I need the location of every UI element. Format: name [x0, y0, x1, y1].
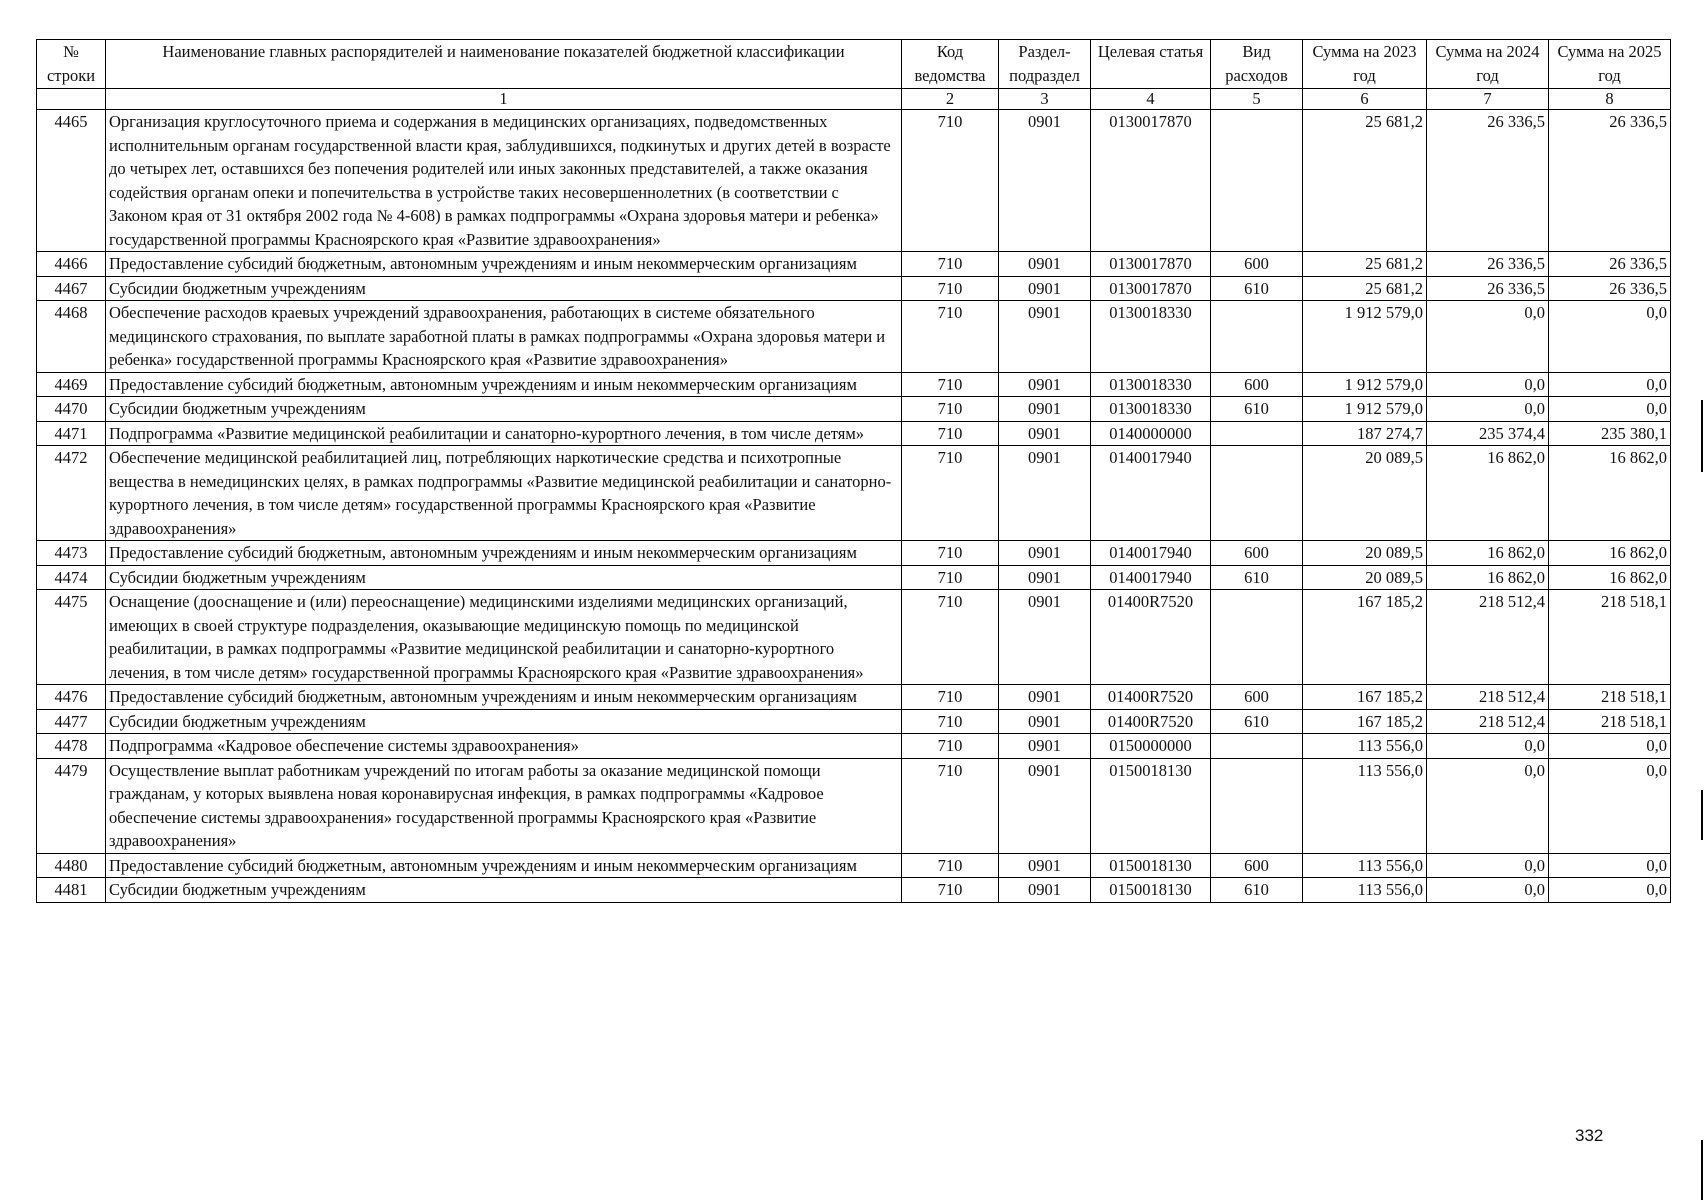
section-cell: 0901 [999, 301, 1091, 373]
expense-type-cell: 600 [1211, 853, 1303, 878]
expense-type-cell: 610 [1211, 397, 1303, 422]
row-number-cell: 4478 [37, 734, 106, 759]
indicator-name-cell: Оснащение (дооснащение и (или) переоснащение) медицинскими изделиями медицинских организаций, имеющих в своей структуре подразделения, оказывающие медицинскую помощь по медицинской реабилитации, в рамках подпрограммы «Развитие медицинской реабилитации и санаторно-курортного лечения, в том числе детям» государственной программы Красноярского края «Развитие здравоохранения» [106, 590, 902, 685]
header-department-code: Код ведомства [902, 40, 999, 89]
table-row [37, 397, 1671, 422]
sum-2024-cell: 0,0 [1427, 301, 1549, 373]
sum-2025-cell: 16 862,0 [1549, 446, 1671, 541]
row-number-cell: 4477 [37, 709, 106, 734]
section-cell: 0901 [999, 421, 1091, 446]
table-row [37, 590, 1671, 685]
target-article-cell: 0130018330 [1091, 372, 1211, 397]
sum-2024-cell: 0,0 [1427, 397, 1549, 422]
scan-edge-mark [1701, 1140, 1703, 1200]
indicator-name-cell: Подпрограмма «Развитие медицинской реабилитации и санаторно-курортного лечения, в том числе детям» [106, 421, 902, 446]
row-number-cell: 4474 [37, 565, 106, 590]
indicator-name-cell: Предоставление субсидий бюджетным, автономным учреждениям и иным некоммерческим организациям [106, 372, 902, 397]
row-number-cell: 4480 [37, 853, 106, 878]
department-code-cell: 710 [902, 397, 999, 422]
expense-type-cell: 610 [1211, 565, 1303, 590]
sum-2024-cell: 0,0 [1427, 853, 1549, 878]
department-code-cell: 710 [902, 590, 999, 685]
sum-2024-cell: 26 336,5 [1427, 276, 1549, 301]
sum-2024-cell: 16 862,0 [1427, 565, 1549, 590]
row-number-cell: 4467 [37, 276, 106, 301]
header-sum-2024: Сумма на 2024 год [1427, 40, 1549, 89]
target-article-cell: 01400R7520 [1091, 709, 1211, 734]
department-code-cell: 710 [902, 252, 999, 277]
section-cell: 0901 [999, 878, 1091, 903]
department-code-cell: 710 [902, 301, 999, 373]
department-code-cell: 710 [902, 734, 999, 759]
table-row [37, 541, 1671, 566]
row-number-cell: 4469 [37, 372, 106, 397]
section-cell: 0901 [999, 541, 1091, 566]
sum-2023-cell: 1 912 579,0 [1303, 301, 1427, 373]
sum-2025-cell: 218 518,1 [1549, 709, 1671, 734]
section-cell: 0901 [999, 110, 1091, 252]
sum-2025-cell: 0,0 [1549, 853, 1671, 878]
column-number: 4 [1091, 89, 1211, 110]
department-code-cell: 710 [902, 110, 999, 252]
column-number: 8 [1549, 89, 1671, 110]
sum-2025-cell: 26 336,5 [1549, 252, 1671, 277]
header-sum-2023: Сумма на 2023 год [1303, 40, 1427, 89]
expense-type-cell [1211, 301, 1303, 373]
column-number: 3 [999, 89, 1091, 110]
sum-2023-cell: 167 185,2 [1303, 685, 1427, 710]
target-article-cell: 01400R7520 [1091, 590, 1211, 685]
header-row-number: № строки [37, 40, 106, 89]
indicator-name-cell: Субсидии бюджетным учреждениям [106, 397, 902, 422]
section-cell: 0901 [999, 758, 1091, 853]
sum-2025-cell: 0,0 [1549, 372, 1671, 397]
header-section: Раздел-подраздел [999, 40, 1091, 89]
target-article-cell: 0150018130 [1091, 758, 1211, 853]
target-article-cell: 0150018130 [1091, 878, 1211, 903]
column-number [37, 89, 106, 110]
table-row [37, 276, 1671, 301]
table-row [37, 878, 1671, 903]
row-number-cell: 4471 [37, 421, 106, 446]
column-number: 6 [1303, 89, 1427, 110]
header-target-article: Целевая статья [1091, 40, 1211, 89]
target-article-cell: 0130018330 [1091, 301, 1211, 373]
indicator-name-cell: Осуществление выплат работникам учреждений по итогам работы за оказание медицинской помощи гражданам, у которых выявлена новая коронавирусная инфекция, в рамках подпрограммы «Кадровое обеспечение системы здравоохранения» государственной программы Красноярского края «Развитие здравоохранения» [106, 758, 902, 853]
sum-2023-cell: 113 556,0 [1303, 853, 1427, 878]
sum-2024-cell: 0,0 [1427, 734, 1549, 759]
indicator-name-cell: Субсидии бюджетным учреждениям [106, 565, 902, 590]
department-code-cell: 710 [902, 709, 999, 734]
expense-type-cell: 600 [1211, 252, 1303, 277]
target-article-cell: 0130018330 [1091, 397, 1211, 422]
table-row [37, 853, 1671, 878]
budget-table [36, 39, 1671, 903]
row-number-cell: 4466 [37, 252, 106, 277]
column-number: 7 [1427, 89, 1549, 110]
department-code-cell: 710 [902, 446, 999, 541]
table-row [37, 372, 1671, 397]
row-number-cell: 4473 [37, 541, 106, 566]
row-number-cell: 4470 [37, 397, 106, 422]
section-cell: 0901 [999, 590, 1091, 685]
header-expense-type: Вид расходов [1211, 40, 1303, 89]
header-row [37, 40, 1671, 89]
indicator-name-cell: Организация круглосуточного приема и содержания в медицинских организациях, подведомственных исполнительным органам государственной власти края, заблудившихся, подкинутых и других детей в возрасте до четырех лет, оставшихся без попечения родителей или иных законных представителей, а также оказания содействия органам опеки и попечительства в устройстве таких несовершеннолетних (в соответствии с Законом края от 31 октября 2002 года № 4-608) в рамках подпрограммы «Охрана здоровья матери и ребенка» государственной программы Красноярского края «Развитие здравоохранения» [106, 110, 902, 252]
expense-type-cell [1211, 590, 1303, 685]
table-body [37, 110, 1671, 903]
sum-2023-cell: 1 912 579,0 [1303, 372, 1427, 397]
department-code-cell: 710 [902, 421, 999, 446]
table-header [37, 40, 1671, 110]
table-row [37, 301, 1671, 373]
indicator-name-cell: Подпрограмма «Кадровое обеспечение системы здравоохранения» [106, 734, 902, 759]
sum-2023-cell: 187 274,7 [1303, 421, 1427, 446]
row-number-cell: 4468 [37, 301, 106, 373]
indicator-name-cell: Предоставление субсидий бюджетным, автономным учреждениям и иным некоммерческим организациям [106, 541, 902, 566]
section-cell: 0901 [999, 685, 1091, 710]
section-cell: 0901 [999, 397, 1091, 422]
expense-type-cell [1211, 758, 1303, 853]
table-row [37, 110, 1671, 252]
target-article-cell: 0140000000 [1091, 421, 1211, 446]
row-number-cell: 4479 [37, 758, 106, 853]
target-article-cell: 0150000000 [1091, 734, 1211, 759]
sum-2024-cell: 235 374,4 [1427, 421, 1549, 446]
section-cell: 0901 [999, 565, 1091, 590]
sum-2023-cell: 167 185,2 [1303, 709, 1427, 734]
column-number: 1 [106, 89, 902, 110]
sum-2024-cell: 26 336,5 [1427, 110, 1549, 252]
department-code-cell: 710 [902, 541, 999, 566]
target-article-cell: 0140017940 [1091, 541, 1211, 566]
target-article-cell: 0140017940 [1091, 565, 1211, 590]
sum-2025-cell: 218 518,1 [1549, 590, 1671, 685]
sum-2023-cell: 25 681,2 [1303, 252, 1427, 277]
indicator-name-cell: Обеспечение медицинской реабилитацией лиц, потребляющих наркотические средства и психотропные вещества в немедицинских целях, в рамках подпрограммы «Развитие медицинской реабилитации и санаторно-курортного лечения, в том числе детям» государственной программы Красноярского края «Развитие здравоохранения» [106, 446, 902, 541]
expense-type-cell: 610 [1211, 276, 1303, 301]
target-article-cell: 0130017870 [1091, 252, 1211, 277]
column-number-row [37, 89, 1671, 110]
section-cell: 0901 [999, 853, 1091, 878]
sum-2023-cell: 167 185,2 [1303, 590, 1427, 685]
table-row [37, 709, 1671, 734]
sum-2023-cell: 20 089,5 [1303, 446, 1427, 541]
expense-type-cell [1211, 446, 1303, 541]
department-code-cell: 710 [902, 758, 999, 853]
indicator-name-cell: Предоставление субсидий бюджетным, автономным учреждениям и иным некоммерческим организациям [106, 685, 902, 710]
sum-2023-cell: 20 089,5 [1303, 541, 1427, 566]
department-code-cell: 710 [902, 853, 999, 878]
sum-2024-cell: 218 512,4 [1427, 685, 1549, 710]
sum-2025-cell: 26 336,5 [1549, 110, 1671, 252]
sum-2025-cell: 26 336,5 [1549, 276, 1671, 301]
indicator-name-cell: Обеспечение расходов краевых учреждений здравоохранения, работающих в системе обязательного медицинского страхования, по выплате заработной платы в рамках подпрограммы «Охрана здоровья матери и ребенка» государственной программы Красноярского края «Развитие здравоохранения» [106, 301, 902, 373]
sum-2024-cell: 0,0 [1427, 758, 1549, 853]
column-number: 2 [902, 89, 999, 110]
expense-type-cell: 600 [1211, 541, 1303, 566]
table-row [37, 565, 1671, 590]
row-number-cell: 4472 [37, 446, 106, 541]
row-number-cell: 4476 [37, 685, 106, 710]
expense-type-cell: 610 [1211, 878, 1303, 903]
expense-type-cell: 600 [1211, 685, 1303, 710]
sum-2023-cell: 1 912 579,0 [1303, 397, 1427, 422]
table-row [37, 758, 1671, 853]
sum-2025-cell: 218 518,1 [1549, 685, 1671, 710]
sum-2024-cell: 16 862,0 [1427, 541, 1549, 566]
expense-type-cell: 600 [1211, 372, 1303, 397]
page-number: 332 [1575, 1126, 1604, 1145]
indicator-name-cell: Субсидии бюджетным учреждениям [106, 709, 902, 734]
table-row [37, 734, 1671, 759]
sum-2025-cell: 16 862,0 [1549, 541, 1671, 566]
department-code-cell: 710 [902, 372, 999, 397]
row-number-cell: 4465 [37, 110, 106, 252]
section-cell: 0901 [999, 446, 1091, 541]
sum-2025-cell: 235 380,1 [1549, 421, 1671, 446]
section-cell: 0901 [999, 276, 1091, 301]
expense-type-cell [1211, 110, 1303, 252]
indicator-name-cell: Предоставление субсидий бюджетным, автономным учреждениям и иным некоммерческим организациям [106, 252, 902, 277]
sum-2025-cell: 0,0 [1549, 397, 1671, 422]
sum-2024-cell: 0,0 [1427, 878, 1549, 903]
sum-2024-cell: 26 336,5 [1427, 252, 1549, 277]
sum-2024-cell: 0,0 [1427, 372, 1549, 397]
department-code-cell: 710 [902, 565, 999, 590]
table-row [37, 685, 1671, 710]
table-row [37, 252, 1671, 277]
target-article-cell: 01400R7520 [1091, 685, 1211, 710]
column-number: 5 [1211, 89, 1303, 110]
section-cell: 0901 [999, 709, 1091, 734]
header-sum-2025: Сумма на 2025 год [1549, 40, 1671, 89]
sum-2023-cell: 113 556,0 [1303, 758, 1427, 853]
table-row [37, 421, 1671, 446]
sum-2025-cell: 0,0 [1549, 878, 1671, 903]
indicator-name-cell: Субсидии бюджетным учреждениям [106, 276, 902, 301]
target-article-cell: 0150018130 [1091, 853, 1211, 878]
sum-2024-cell: 218 512,4 [1427, 709, 1549, 734]
header-name: Наименование главных распорядителей и наименование показателей бюджетной классификации [106, 40, 902, 89]
expense-type-cell [1211, 734, 1303, 759]
section-cell: 0901 [999, 252, 1091, 277]
sum-2023-cell: 25 681,2 [1303, 276, 1427, 301]
sum-2023-cell: 20 089,5 [1303, 565, 1427, 590]
row-number-cell: 4475 [37, 590, 106, 685]
sum-2025-cell: 0,0 [1549, 758, 1671, 853]
target-article-cell: 0130017870 [1091, 110, 1211, 252]
sum-2025-cell: 0,0 [1549, 301, 1671, 373]
row-number-cell: 4481 [37, 878, 106, 903]
section-cell: 0901 [999, 734, 1091, 759]
indicator-name-cell: Субсидии бюджетным учреждениям [106, 878, 902, 903]
target-article-cell: 0130017870 [1091, 276, 1211, 301]
sum-2025-cell: 0,0 [1549, 734, 1671, 759]
target-article-cell: 0140017940 [1091, 446, 1211, 541]
sum-2024-cell: 218 512,4 [1427, 590, 1549, 685]
department-code-cell: 710 [902, 685, 999, 710]
table-row [37, 446, 1671, 541]
sum-2023-cell: 25 681,2 [1303, 110, 1427, 252]
department-code-cell: 710 [902, 276, 999, 301]
department-code-cell: 710 [902, 878, 999, 903]
sum-2025-cell: 16 862,0 [1549, 565, 1671, 590]
expense-type-cell: 610 [1211, 709, 1303, 734]
indicator-name-cell: Предоставление субсидий бюджетным, автономным учреждениям и иным некоммерческим организациям [106, 853, 902, 878]
sum-2023-cell: 113 556,0 [1303, 878, 1427, 903]
sum-2023-cell: 113 556,0 [1303, 734, 1427, 759]
scan-edge-mark [1701, 790, 1703, 840]
scan-edge-mark [1701, 400, 1703, 472]
section-cell: 0901 [999, 372, 1091, 397]
sum-2024-cell: 16 862,0 [1427, 446, 1549, 541]
expense-type-cell [1211, 421, 1303, 446]
